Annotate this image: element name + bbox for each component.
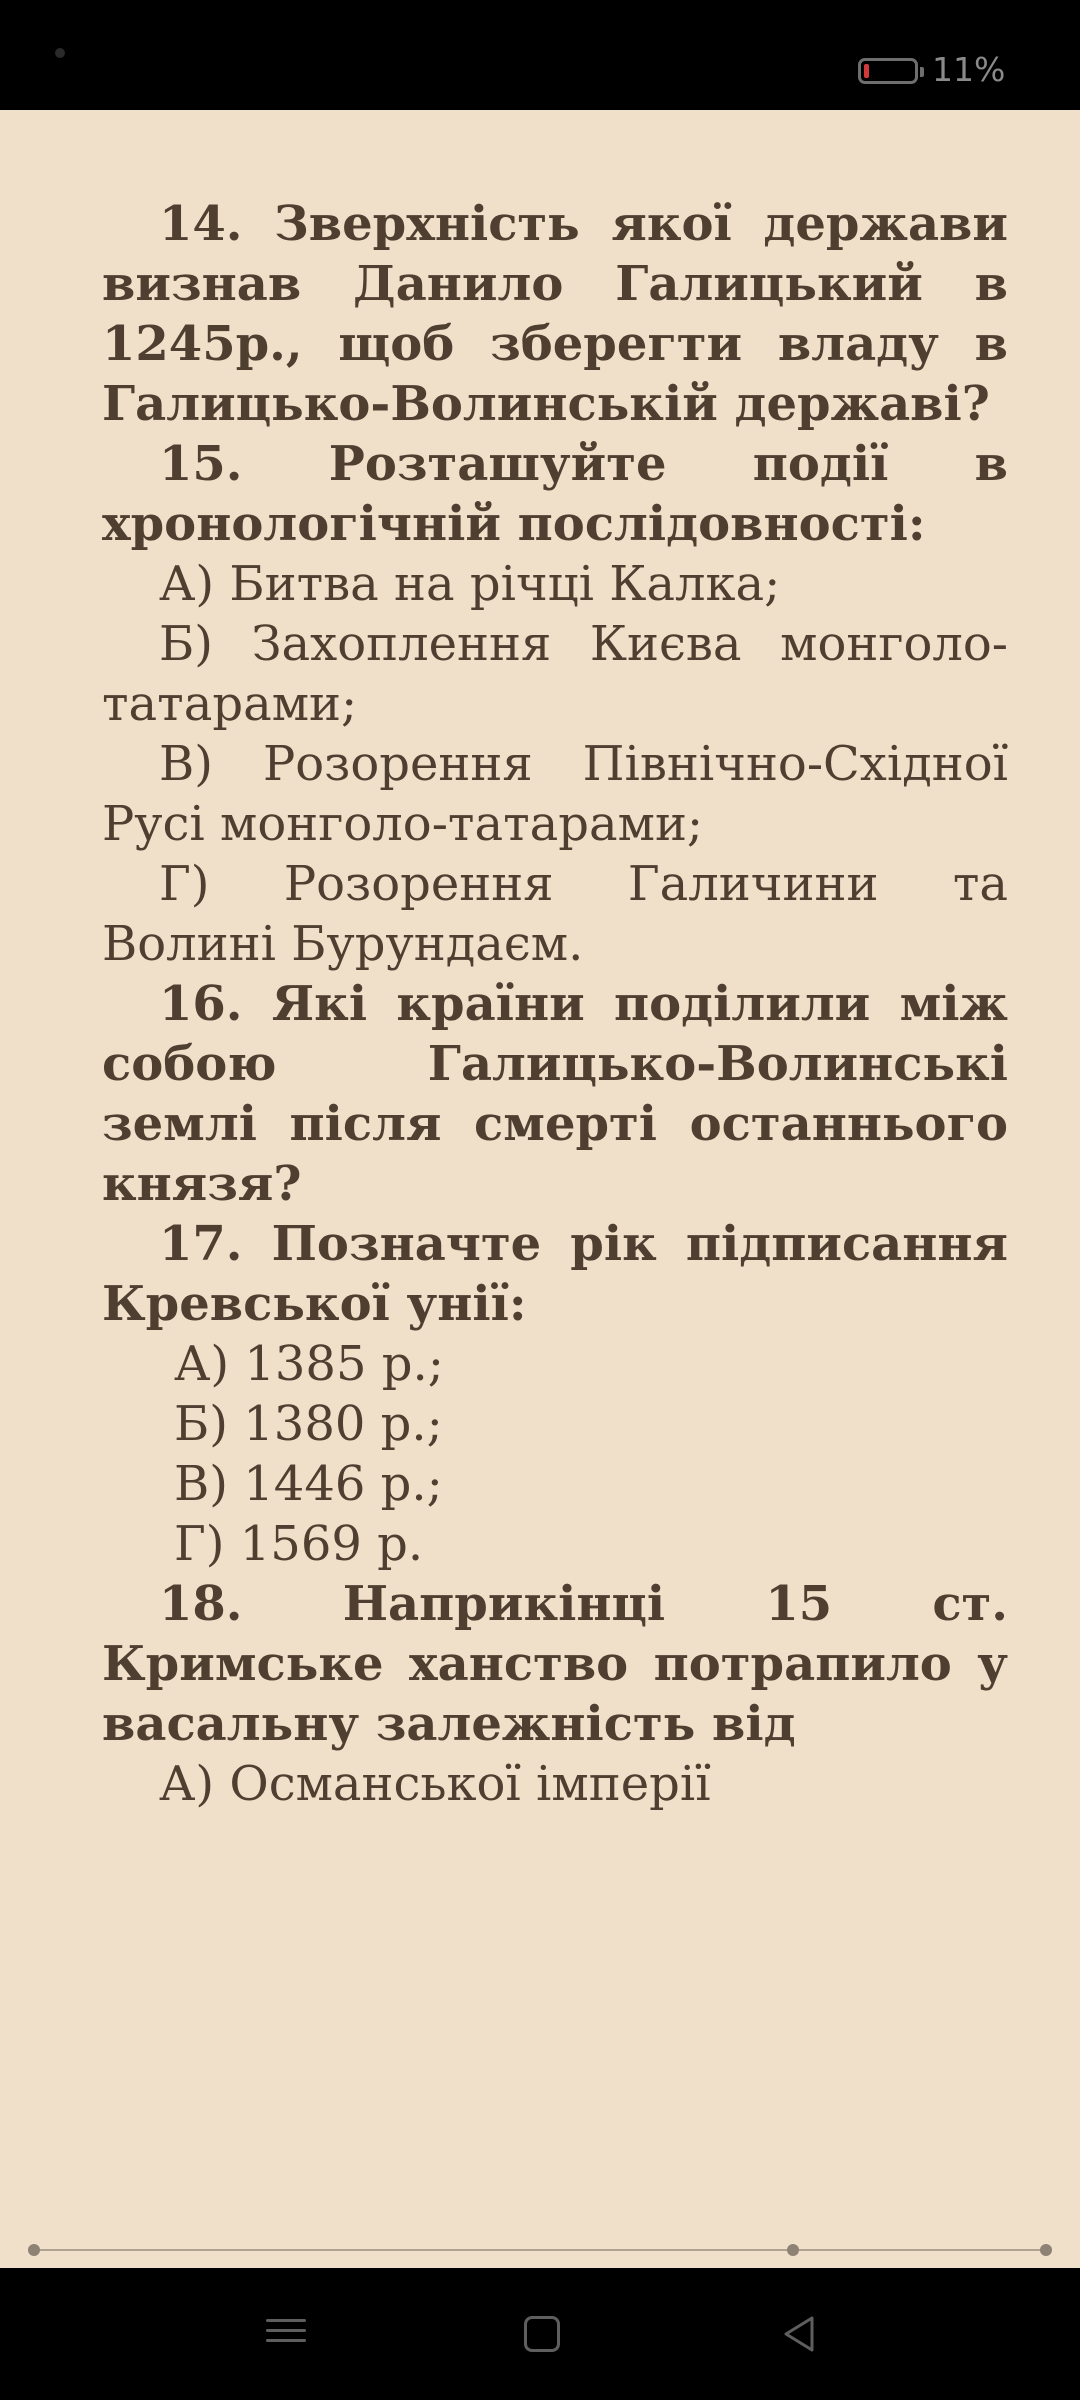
question-15: 15. Розташуйте події в хронологічній послідовності: xyxy=(102,436,1008,552)
progress-start-dot xyxy=(28,2244,40,2256)
progress-track xyxy=(28,2249,1052,2251)
q15-option-d: Г) Розорення Галичини та Волині Бурундаєм. xyxy=(102,856,1008,972)
q17-option-d: Г) 1569 р. xyxy=(174,1516,424,1572)
page-text xyxy=(102,194,1008,1814)
q15-option-b: Б) Захоплення Києва монголо-татарами; xyxy=(102,616,1008,732)
question-17: 17. Позначте рік підписання Кревської унії: xyxy=(102,1216,1008,1332)
q15-option-c: В) Розорення Північно-Східної Русі монголо-татарами; xyxy=(102,736,1008,852)
reader-page[interactable] xyxy=(0,110,1080,2268)
question-18: 18. Наприкінці 15 ст. Кримське ханство потрапило у васальну залежність від xyxy=(102,1576,1008,1752)
q17-option-b: Б) 1380 р.; xyxy=(174,1396,443,1452)
q17-option-a: А) 1385 р.; xyxy=(174,1336,444,1392)
battery-icon xyxy=(858,58,918,84)
question-16: 16. Які країни поділили між собою Галицько-Волинські землі після смерті останнього князя? xyxy=(102,976,1008,1212)
navigation-bar xyxy=(0,2268,1080,2400)
q17-option-c: В) 1446 р.; xyxy=(174,1456,443,1512)
reading-progress-slider[interactable] xyxy=(28,2244,1052,2256)
q15-option-a: А) Битва на річці Калка; xyxy=(159,556,781,612)
status-bar xyxy=(0,0,1080,110)
progress-thumb[interactable] xyxy=(787,2244,799,2256)
q18-option-a: А) Османської імперії xyxy=(159,1756,711,1812)
menu-icon[interactable] xyxy=(264,2312,308,2356)
battery-percent: 11% xyxy=(932,50,1006,89)
question-14: 14. Зверхність якої держави визнав Данило Галицький в 1245р., щоб зберегти владу в Галицько-Волинській державі? xyxy=(102,196,1008,432)
battery-level-fill xyxy=(864,64,869,78)
progress-end-dot xyxy=(1040,2244,1052,2256)
camera-dot xyxy=(55,48,65,58)
back-icon[interactable] xyxy=(778,2312,822,2356)
home-icon[interactable] xyxy=(524,2316,560,2352)
